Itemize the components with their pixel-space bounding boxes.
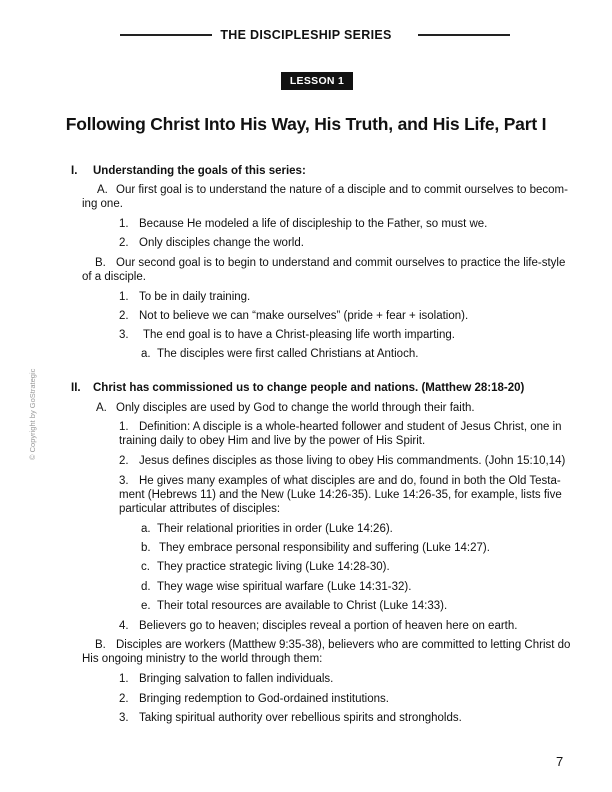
II-A-3-label: 3. xyxy=(119,475,129,487)
II-B-3-text: Taking spiritual authority over rebellious spirits and strongholds. xyxy=(139,712,462,724)
I-B-3-text: The end goal is to have a Christ-pleasing life worth imparting. xyxy=(143,329,455,341)
I-B-2-label: 2. xyxy=(119,310,129,322)
II-A-3-b-text: They embrace personal responsibility and suffering (Luke 14:27). xyxy=(159,542,490,554)
lesson-badge: LESSON 1 xyxy=(281,72,353,90)
II-B-3-label: 3. xyxy=(119,712,129,724)
section-II-label: II. xyxy=(71,382,81,394)
section-I-heading: Understanding the goals of this series: xyxy=(93,165,306,177)
II-A-1-line2: training daily to obey Him and live by the power of His Spirit. xyxy=(119,435,426,447)
II-A-2-text: Jesus defines disciples as those living to obey His commandments. (John 15:10,14) xyxy=(139,455,566,467)
II-A-3-d-text: They wage wise spiritual warfare (Luke 14:31-32). xyxy=(157,581,412,593)
I-B-label: B. xyxy=(95,257,106,269)
II-B-1-text: Bringing salvation to fallen individuals. xyxy=(139,673,334,685)
II-A-3-e-text: Their total resources are available to Christ (Luke 14:33). xyxy=(157,600,448,612)
II-A-text: Only disciples are used by God to change the world through their faith. xyxy=(116,402,475,414)
I-A-label: A. xyxy=(97,184,108,196)
copyright-notice: © Copyright by GoStrategic xyxy=(28,368,37,460)
II-A-2-label: 2. xyxy=(119,455,129,467)
I-A-1-text: Because He modeled a life of discipleship to the Father, so must we. xyxy=(139,218,488,230)
II-A-4-label: 4. xyxy=(119,620,129,632)
II-A-3-c-text: They practice strategic living (Luke 14:28-30). xyxy=(157,561,390,573)
I-A-2-text: Only disciples change the world. xyxy=(139,237,304,249)
I-B-line1: Our second goal is to begin to understand and commit ourselves to practice the life-style xyxy=(116,257,566,269)
II-A-3-line1: He gives many examples of what disciples are and do, found in both the Old Testa- xyxy=(139,475,561,487)
II-A-3-c-label: c. xyxy=(141,561,150,573)
II-B-line1: Disciples are workers (Matthew 9:35-38), believers who are committed to letting Christ do xyxy=(116,639,571,651)
II-A-3-line3: particular attributes of disciples: xyxy=(119,503,281,515)
II-B-2-text: Bringing redemption to God-ordained institutions. xyxy=(139,693,389,705)
II-A-3-line2: ment (Hebrews 11) and the New (Luke 14:26-35). Luke 14:26-35, for example, lists five xyxy=(119,489,562,501)
I-A-2-label: 2. xyxy=(119,237,129,249)
I-A-line2: ing one. xyxy=(82,198,123,210)
I-B-3-a-text: The disciples were first called Christians at Antioch. xyxy=(157,348,419,360)
II-A-3-d-label: d. xyxy=(141,581,151,593)
II-A-label: A. xyxy=(96,402,107,414)
header-rule-right xyxy=(418,34,510,36)
I-B-1-label: 1. xyxy=(119,291,129,303)
II-A-1-line1: Definition: A disciple is a whole-hearted follower and student of Jesus Christ, one in xyxy=(139,421,562,433)
section-II-heading-text: Christ has commissioned us to change people and nations. xyxy=(93,382,419,394)
II-B-label: B. xyxy=(95,639,106,651)
I-B-3-label: 3. xyxy=(119,329,129,341)
I-B-2-text: Not to believe we can “make ourselves” (pride + fear + isolation). xyxy=(139,310,469,322)
II-A-1-label: 1. xyxy=(119,421,129,433)
page-title: Following Christ Into His Way, His Truth, and His Life, Part I xyxy=(65,114,547,134)
page-number: 7 xyxy=(556,754,564,769)
series-header xyxy=(0,26,612,44)
series-title: THE DISCIPLESHIP SERIES xyxy=(220,28,392,42)
I-A-1-label: 1. xyxy=(119,218,129,230)
II-A-3-a-text: Their relational priorities in order (Luke 14:26). xyxy=(157,523,393,535)
section-II-heading xyxy=(93,381,524,395)
II-A-4-text: Believers go to heaven; disciples reveal a portion of heaven here on earth. xyxy=(139,620,518,632)
I-B-3-a-label: a. xyxy=(141,348,151,360)
section-I-label: I. xyxy=(71,165,78,177)
I-A-line1: Our first goal is to understand the nature of a disciple and to commit ourselves to becom- xyxy=(116,184,568,196)
II-A-3-b-label: b. xyxy=(141,542,151,554)
II-A-3-a-label: a. xyxy=(141,523,151,535)
header-rule-left xyxy=(120,34,212,36)
II-B-1-label: 1. xyxy=(119,673,129,685)
II-A-3-e-label: e. xyxy=(141,600,151,612)
II-B-2-label: 2. xyxy=(119,693,129,705)
section-II-reference: (Matthew 28:18-20) xyxy=(421,382,525,394)
II-B-line2: His ongoing ministry to the world through them: xyxy=(82,653,323,665)
I-B-line2: of a disciple. xyxy=(82,271,146,283)
I-B-1-text: To be in daily training. xyxy=(139,291,251,303)
